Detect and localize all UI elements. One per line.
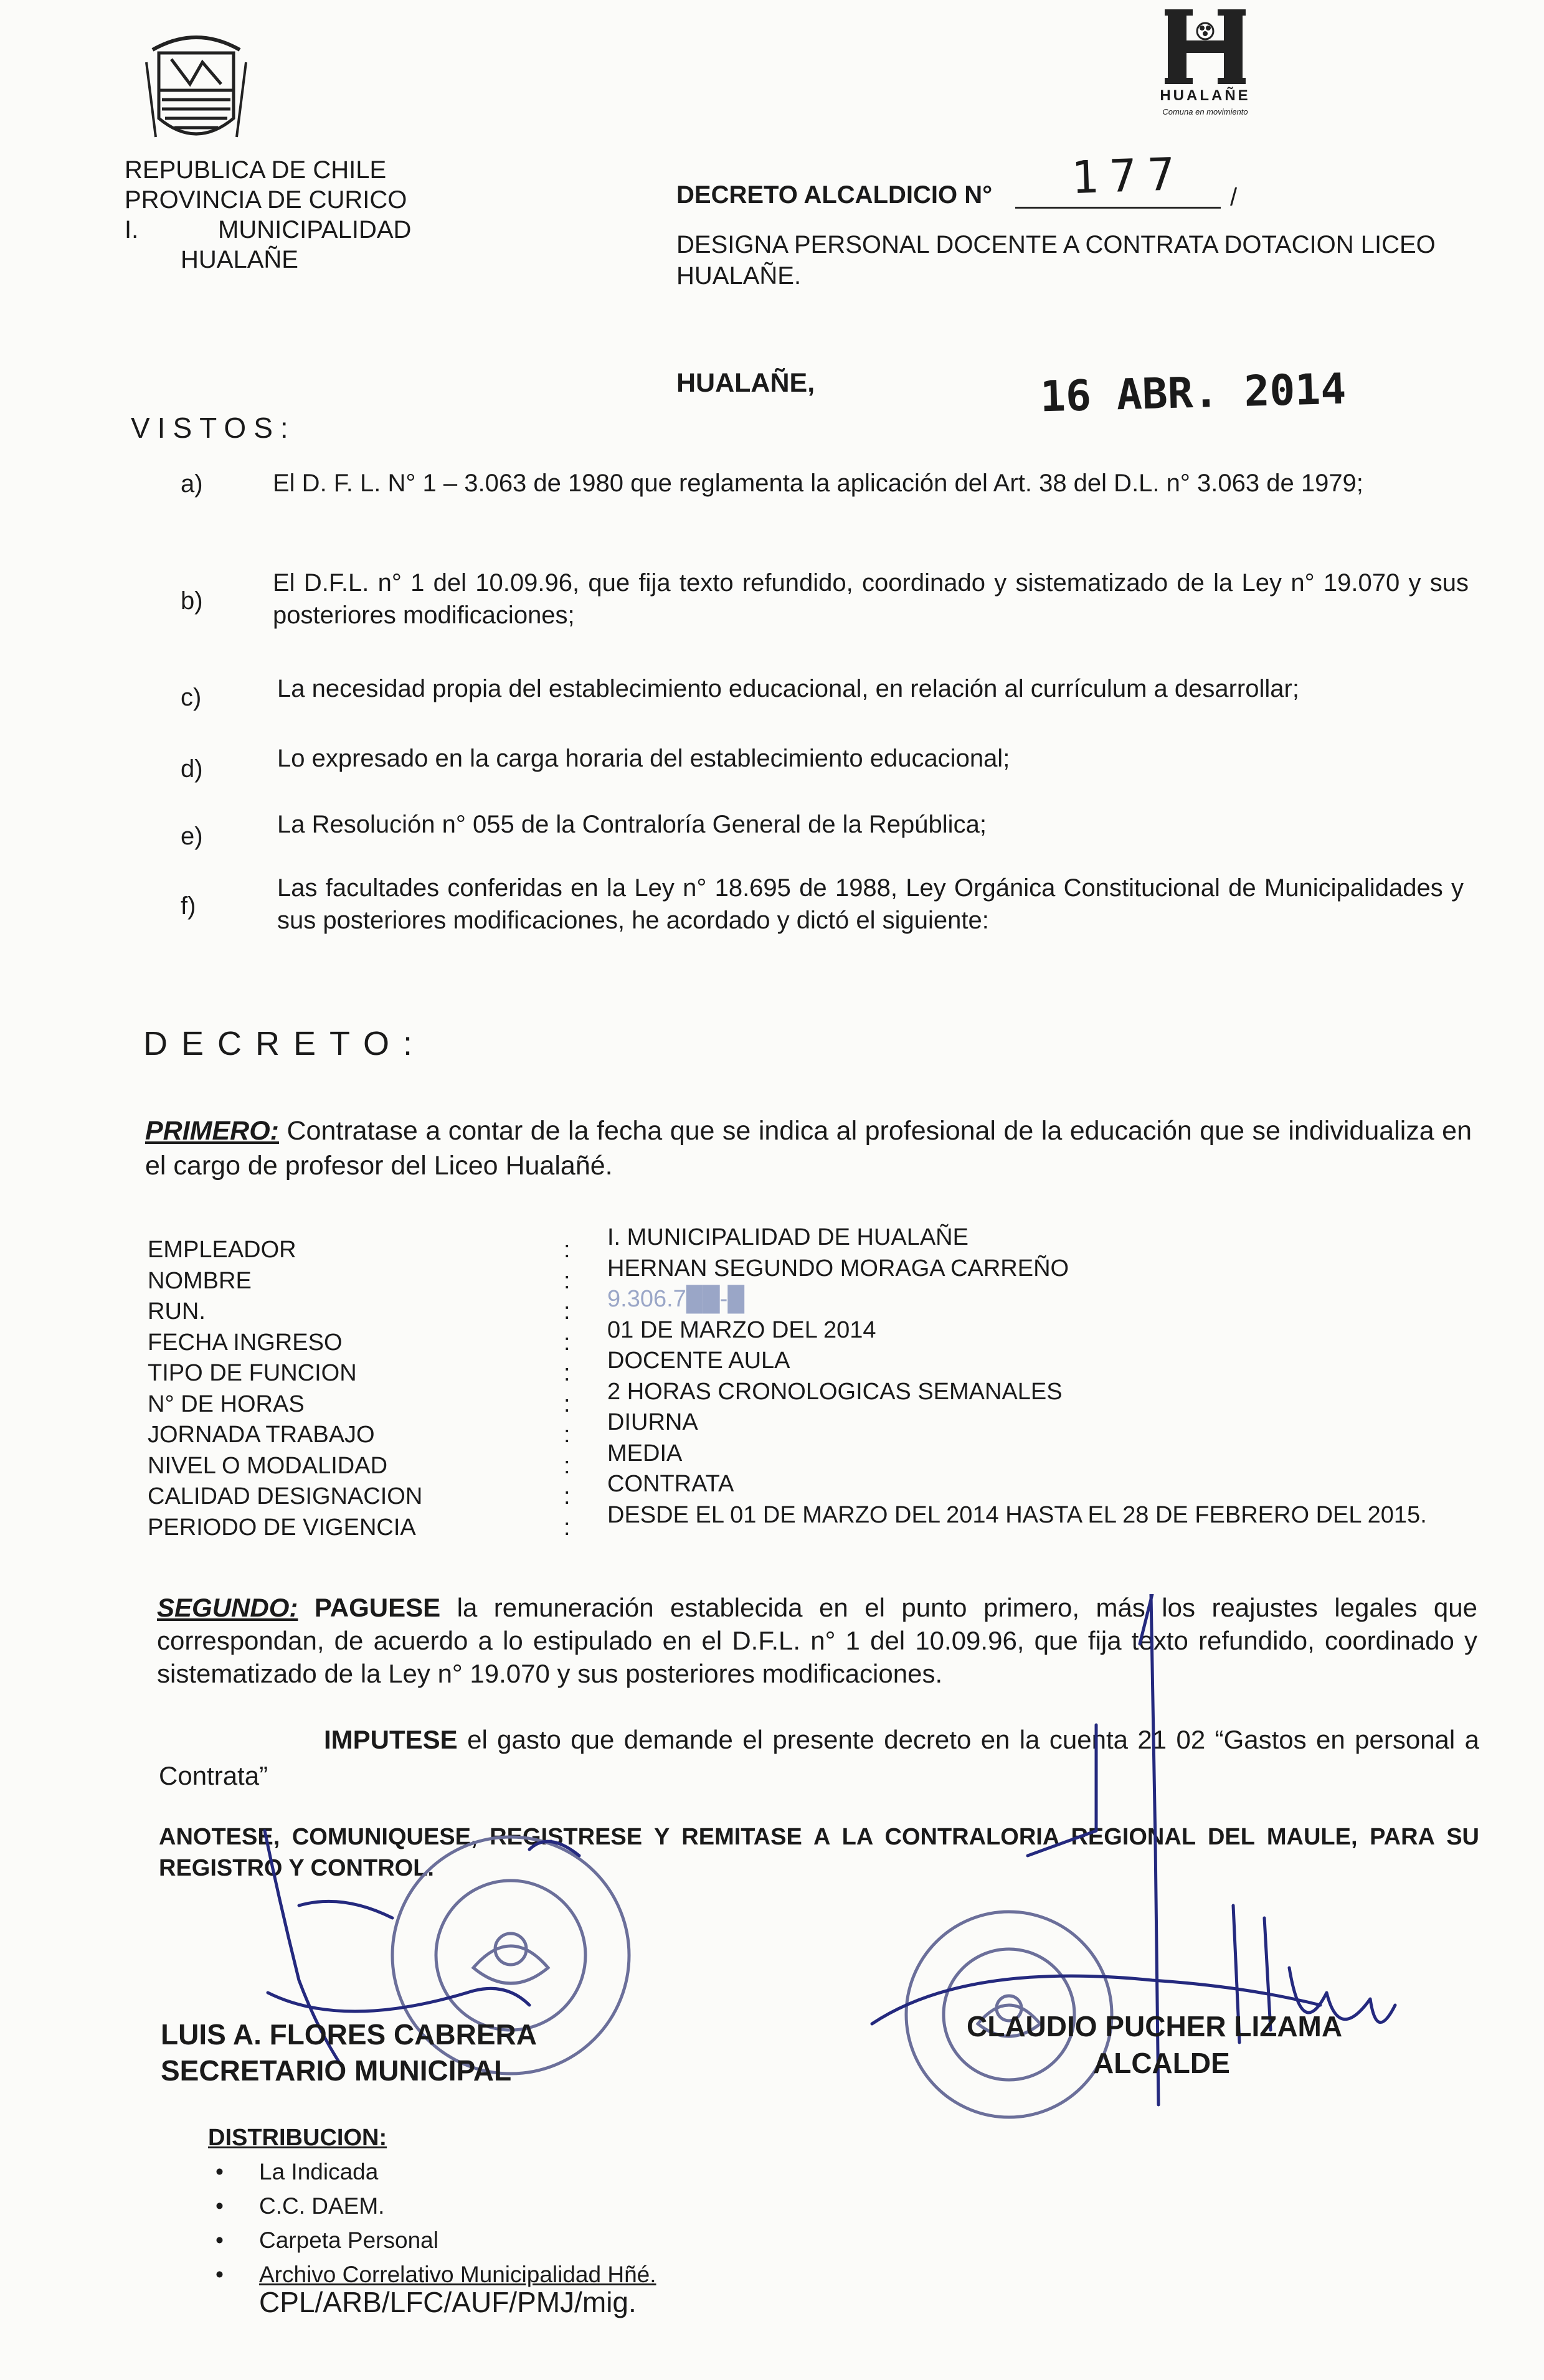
- field-colons: : : : : : : : : : :: [564, 1237, 571, 1541]
- alcalde-title: ALCALDE: [1093, 2047, 1230, 2079]
- vistos-item-b: El D.F.L. n° 1 del 10.09.96, que fija texto refundido, coordinado y sistematizado de la Ley n° 19.070 y sus posteriores modificaciones;: [273, 569, 1469, 629]
- field-label: NIVEL O MODALIDAD: [148, 1452, 388, 1479]
- handwritten-signatures-icon: [156, 1594, 1464, 2192]
- field-value: 01 DE MARZO DEL 2014: [607, 1316, 876, 1343]
- list-item: • La Indicada: [204, 2155, 656, 2189]
- field-values: [607, 1222, 1479, 1531]
- alcalde-name: CLAUDIO PUCHER LIZAMA: [967, 2010, 1343, 2042]
- vistos-letter-c: c): [181, 684, 202, 711]
- vistos-letter-f: f): [181, 892, 196, 920]
- secretario-name: LUIS A. FLORES CABRERA: [161, 2018, 537, 2051]
- field-value: HERNAN SEGUNDO MORAGA CARREÑO: [607, 1255, 1069, 1282]
- field-label: PERIODO DE VIGENCIA: [148, 1514, 416, 1541]
- list-item: • C.C. DAEM.: [204, 2189, 656, 2223]
- vistos-letter-a: a): [181, 470, 203, 498]
- logo-name: HUALAÑE: [1160, 87, 1251, 104]
- coat-of-arms-icon: [134, 25, 258, 156]
- distribucion-title: DISTRIBUCION:: [208, 2125, 387, 2151]
- imputese-bold: IMPUTESE: [324, 1725, 458, 1754]
- field-label: FECHA INGRESO: [148, 1329, 343, 1356]
- initials-line: CPL/ARB/LFC/AUF/PMJ/mig.: [259, 2286, 637, 2318]
- vistos-item-c: La necesidad propia del establecimiento educacional, en relación al currículum a desarrollar;: [277, 675, 1299, 702]
- field-label: NOMBRE: [148, 1267, 252, 1294]
- field-value: 2 HORAS CRONOLOGICAS SEMANALES: [607, 1378, 1063, 1405]
- vistos-item-f: Las facultades conferidas en la Ley n° 18.695 de 1988, Ley Orgánica Constitucional de Municipalidades y sus posteriores modificaciones, he acordado y dictó el siguiente:: [277, 874, 1464, 934]
- primero-label: PRIMERO:: [145, 1116, 279, 1146]
- logo-tagline: Comuna en movimiento: [1162, 107, 1248, 116]
- segundo-text: la remuneración establecida en el punto primero, más los reajustes legales que correspondan, de acuerdo a lo estipulado en el D.F.L. n° 1 del 10.09.96, que fija texto refundido, coordinado y sistematizado de la Ley n° 19.070 y sus posteriores modificaciones.: [157, 1593, 1478, 1688]
- vistos-title: VISTOS:: [131, 412, 296, 444]
- decree-number: 177: [1070, 147, 1187, 204]
- vistos-letter-e: e): [181, 823, 203, 850]
- field-label: CALIDAD DESIGNACION: [148, 1483, 423, 1509]
- field-labels: [148, 1235, 422, 1543]
- vistos-item-d: Lo expresado en la carga horaria del establecimiento educacional;: [277, 745, 1010, 772]
- vistos-item-a: El D. F. L. N° 1 – 3.063 de 1980 que reglamenta la aplicación del Art. 38 del D.L. n° 3.063 de 1979;: [273, 470, 1363, 497]
- field-value-vigencia: DESDE EL 01 DE MARZO DEL 2014 HASTA EL 28 DE FEBRERO DEL 2015.: [607, 1501, 1427, 1528]
- segundo-label: SEGUNDO:: [157, 1593, 298, 1622]
- decree-slash: /: [1230, 184, 1238, 211]
- field-value: MEDIA: [607, 1440, 683, 1466]
- decree-subject: DESIGNA PERSONAL DOCENTE A CONTRATA DOTACION LICEO HUALAÑE.: [676, 231, 1436, 290]
- decree-number-line: [1015, 207, 1221, 209]
- republic-line-4: MUNICIPALIDAD: [218, 216, 412, 243]
- field-label: N° DE HORAS: [148, 1391, 305, 1417]
- vistos-letter-b: b): [181, 587, 203, 615]
- anotese-paragraph: ANOTESE, COMUNIQUESE, REGISTRESE Y REMITASE A LA CONTRALORIA REGIONAL DEL MAULE, PARA SU REGISTRO Y CONTROL.: [159, 1824, 1479, 1881]
- vistos-letter-d: d): [181, 755, 203, 783]
- field-value-run: 9.306.7██-█: [607, 1286, 745, 1312]
- republic-line-2: PROVINCIA DE CURICO: [125, 186, 407, 214]
- decreto-title: DECRETO:: [143, 1025, 427, 1062]
- distribucion-list: [204, 2155, 656, 2292]
- decree-label: DECRETO ALCALDICIO N°: [676, 181, 993, 209]
- field-value: DIURNA: [607, 1409, 698, 1435]
- field-value: DOCENTE AULA: [607, 1348, 790, 1374]
- date-stamp: 16 ABR. 2014: [1040, 364, 1347, 422]
- list-item: • Carpeta Personal: [204, 2223, 656, 2257]
- segundo-bold: PAGUESE: [314, 1593, 441, 1622]
- secretario-title: SECRETARIO MUNICIPAL: [161, 2054, 512, 2087]
- place-label: HUALAÑE,: [676, 368, 815, 398]
- field-label: RUN.: [148, 1298, 206, 1325]
- vistos-item-e: La Resolución n° 055 de la Contraloría General de la República;: [277, 811, 987, 838]
- field-label: JORNADA TRABAJO: [148, 1422, 375, 1448]
- republic-line-3: I.: [125, 216, 139, 243]
- field-label: EMPLEADOR: [148, 1237, 296, 1263]
- republic-line-1: REPUBLICA DE CHILE: [125, 156, 387, 184]
- field-value: I. MUNICIPALIDAD DE HUALAÑE: [607, 1224, 969, 1250]
- primero-paragraph: [145, 1113, 1472, 1183]
- field-label: TIPO DE FUNCION: [148, 1360, 357, 1386]
- field-value: CONTRATA: [607, 1471, 734, 1497]
- list-item: • Archivo Correlativo Municipalidad Hñé.: [204, 2257, 656, 2292]
- primero-text: Contratase a contar de la fecha que se indica al profesional de la educación que se individualiza en el cargo de profesor del Liceo Hualañé.: [145, 1116, 1472, 1181]
- imputese-text: el gasto que demande el presente decreto en la cuenta 21 02 “Gastos en personal a Contrata”: [159, 1725, 1479, 1790]
- hualane-logo-icon: [1165, 6, 1246, 87]
- republic-line-5: HUALAÑE: [181, 246, 298, 273]
